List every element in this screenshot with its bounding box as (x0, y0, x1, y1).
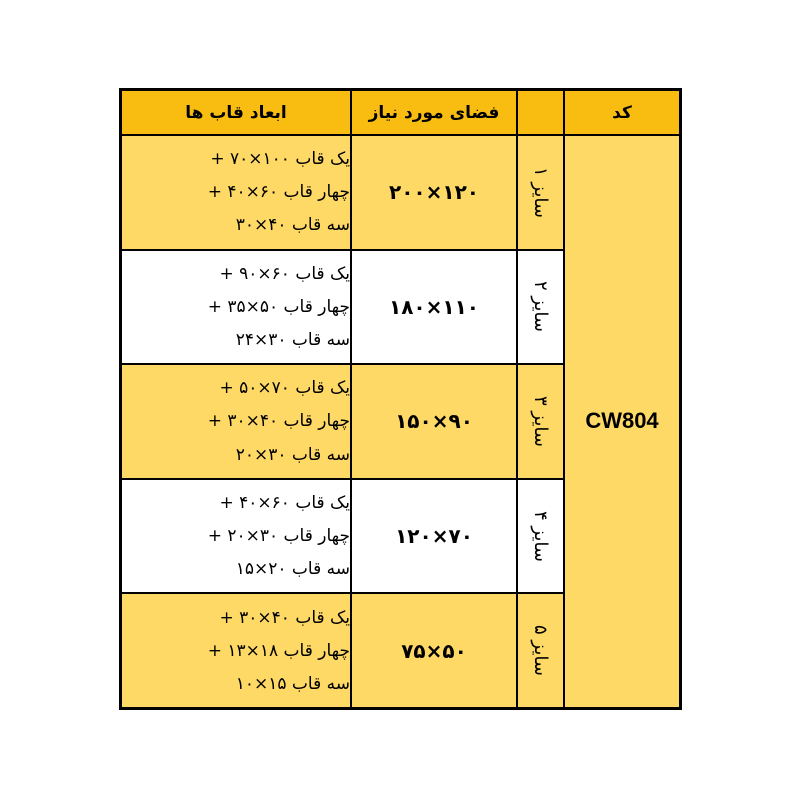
frame-line: سه قاب ۲۰×۱۵ (235, 559, 350, 580)
frame-line: سه قاب ۴۰×۳۰ (235, 215, 350, 236)
frame-line: سه قاب ۳۰×۲۰ (235, 444, 350, 465)
frames-cell-1 (122, 136, 350, 249)
frames-cell-5 (122, 594, 350, 707)
frame-line: یک قاب ۶۰×۹۰ + (219, 263, 350, 284)
size-label-2: سایز ۲ (518, 251, 563, 364)
header-code: کد (565, 91, 679, 134)
frame-line: چهار قاب ۱۸×۱۳ + (207, 640, 350, 661)
frame-line: سه قاب ۳۰×۲۴ (235, 330, 350, 351)
frames-cell-3 (122, 365, 350, 478)
product-code: CW804 (565, 136, 679, 707)
frame-line: یک قاب ۶۰×۴۰ + (219, 492, 350, 513)
header-space: فضای مورد نیاز (352, 91, 516, 134)
header-blank (518, 91, 563, 134)
frames-cell-4 (122, 480, 350, 593)
frame-line: چهار قاب ۳۰×۲۰ + (207, 526, 350, 547)
frame-line: چهار قاب ۶۰×۴۰ + (207, 182, 350, 203)
space-cell-4: ۷۰×۱۲۰ (352, 480, 516, 593)
frame-line: یک قاب ۱۰۰×۷۰ + (210, 149, 350, 170)
size-label-1: سایز ۱ (518, 136, 563, 249)
size-label-4: سایز ۴ (518, 480, 563, 593)
header-frames: ابعاد قاب ها (122, 91, 350, 134)
frame-line: یک قاب ۴۰×۳۰ + (219, 607, 350, 628)
size-label-5: سایز ۵ (518, 594, 563, 707)
frame-line: سه قاب ۱۵×۱۰ (235, 673, 350, 694)
space-cell-3: ۹۰×۱۵۰ (352, 365, 516, 478)
space-cell-1: ۱۲۰×۲۰۰ (352, 136, 516, 249)
size-label-3: سایز ۳ (518, 365, 563, 478)
frame-line: چهار قاب ۵۰×۳۵ + (207, 296, 350, 317)
frames-cell-2 (122, 251, 350, 364)
size-table (119, 88, 682, 710)
frame-line: یک قاب ۷۰×۵۰ + (219, 378, 350, 399)
space-cell-2: ۱۱۰×۱۸۰ (352, 251, 516, 364)
space-cell-5: ۵۰×۷۵ (352, 594, 516, 707)
frame-line: چهار قاب ۴۰×۳۰ + (207, 411, 350, 432)
